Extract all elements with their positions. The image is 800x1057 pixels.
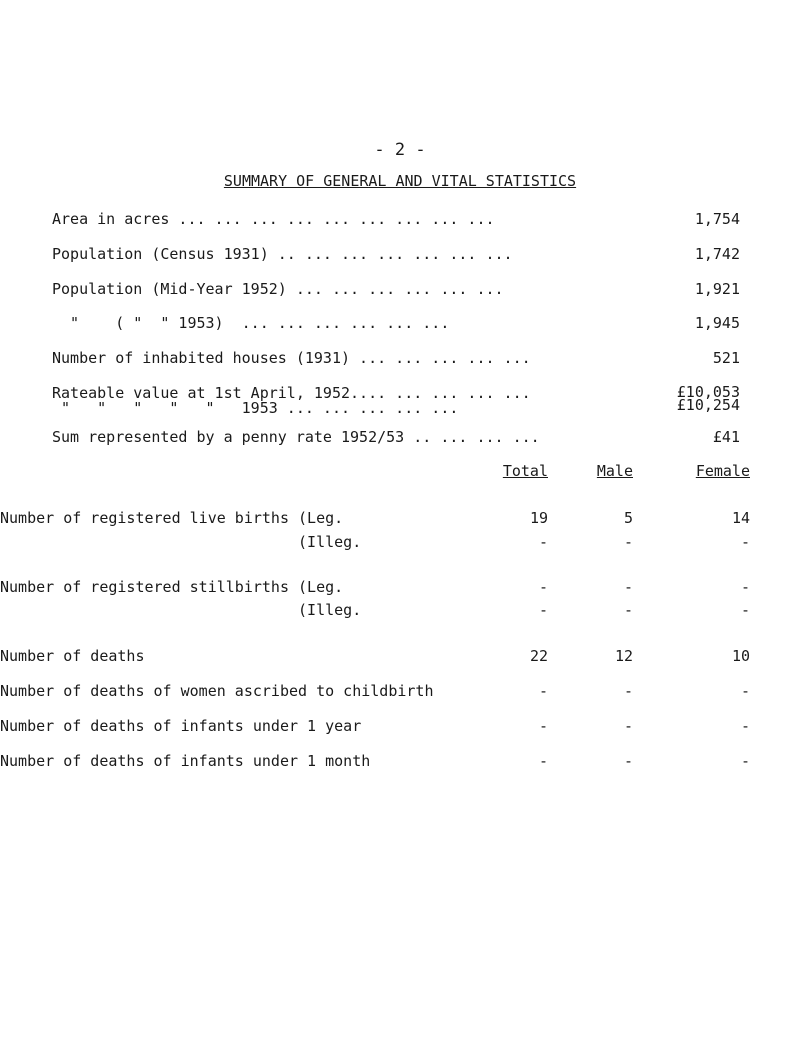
row-label-infant-deaths-year: Number of deaths of infants under 1 year (0, 717, 362, 735)
cell-infant-deaths-month-male: - (623, 752, 633, 770)
cell-live-births-illeg-total: - (538, 533, 548, 551)
cell-infant-deaths-year-male: - (623, 717, 633, 735)
summary-label-census: Population (Census 1931) .. ... ... ... ... ... ... (52, 245, 513, 263)
cell-live-births-leg-total: 19 (529, 509, 548, 527)
summary-value-area: 1,754 (694, 210, 740, 228)
cell-infant-deaths-month-female: - (740, 752, 750, 770)
summary-value-rateable-1953: £10,254 (676, 396, 740, 414)
cell-stillbirths-leg-male: - (623, 578, 633, 596)
row-label-stillbirths-leg: Number of registered stillbirths (Leg. (0, 578, 344, 596)
row-label-deaths: Number of deaths (0, 647, 145, 665)
summary-value-houses: 521 (712, 349, 740, 367)
cell-live-births-illeg-female: - (740, 533, 750, 551)
summary-label-rateable-1953: " " " " " 1953 ... ... ... ... ... (52, 399, 459, 417)
cell-maternal-deaths-male: - (623, 682, 633, 700)
column-header-female: Female (695, 462, 750, 480)
cell-infant-deaths-year-female: - (740, 717, 750, 735)
row-label-stillbirths-illeg: (Illeg. (0, 601, 362, 619)
summary-value-census: 1,742 (694, 245, 740, 263)
cell-stillbirths-leg-female: - (740, 578, 750, 596)
cell-deaths-female: 10 (731, 647, 750, 665)
row-label-maternal-deaths: Number of deaths of women ascribed to childbirth (0, 682, 434, 700)
row-label-live-births-leg: Number of registered live births (Leg. (0, 509, 344, 527)
cell-deaths-male: 12 (614, 647, 633, 665)
cell-live-births-leg-male: 5 (623, 509, 633, 527)
summary-label-penny-rate: Sum represented by a penny rate 1952/53 .. ... ... ... (52, 428, 540, 446)
cell-infant-deaths-year-total: - (538, 717, 548, 735)
cell-deaths-total: 22 (529, 647, 548, 665)
row-label-live-births-illeg: (Illeg. (0, 533, 362, 551)
column-header-total: Total (502, 462, 548, 480)
row-label-infant-deaths-month: Number of deaths of infants under 1 month (0, 752, 371, 770)
page-number: - 2 - (374, 140, 426, 160)
summary-value-rateable-1952: £10,053 (676, 383, 740, 401)
summary-label-midyear-1953: " ( " " 1953) ... ... ... ... ... ... (52, 314, 450, 332)
page-heading: SUMMARY OF GENERAL AND VITAL STATISTICS (223, 172, 577, 190)
cell-live-births-leg-female: 14 (731, 509, 750, 527)
summary-value-penny-rate: £41 (712, 428, 740, 446)
cell-maternal-deaths-total: - (538, 682, 548, 700)
cell-maternal-deaths-female: - (740, 682, 750, 700)
column-header-male: Male (596, 462, 633, 480)
summary-label-area: Area in acres ... ... ... ... ... ... ... ... ... (52, 210, 495, 228)
cell-stillbirths-leg-total: - (538, 578, 548, 596)
cell-stillbirths-illeg-female: - (740, 601, 750, 619)
summary-label-houses: Number of inhabited houses (1931) ... ... ... ... ... (52, 349, 531, 367)
cell-infant-deaths-month-total: - (538, 752, 548, 770)
summary-label-midyear-1952: Population (Mid-Year 1952) ... ... ... ... ... ... (52, 280, 504, 298)
summary-label-rateable-1952: Rateable value at 1st April, 1952.... ... ... ... ... (52, 384, 531, 402)
summary-value-midyear-1953: 1,945 (694, 314, 740, 332)
cell-stillbirths-illeg-total: - (538, 601, 548, 619)
cell-live-births-illeg-male: - (623, 533, 633, 551)
cell-stillbirths-illeg-male: - (623, 601, 633, 619)
summary-value-midyear-1952: 1,921 (694, 280, 740, 298)
